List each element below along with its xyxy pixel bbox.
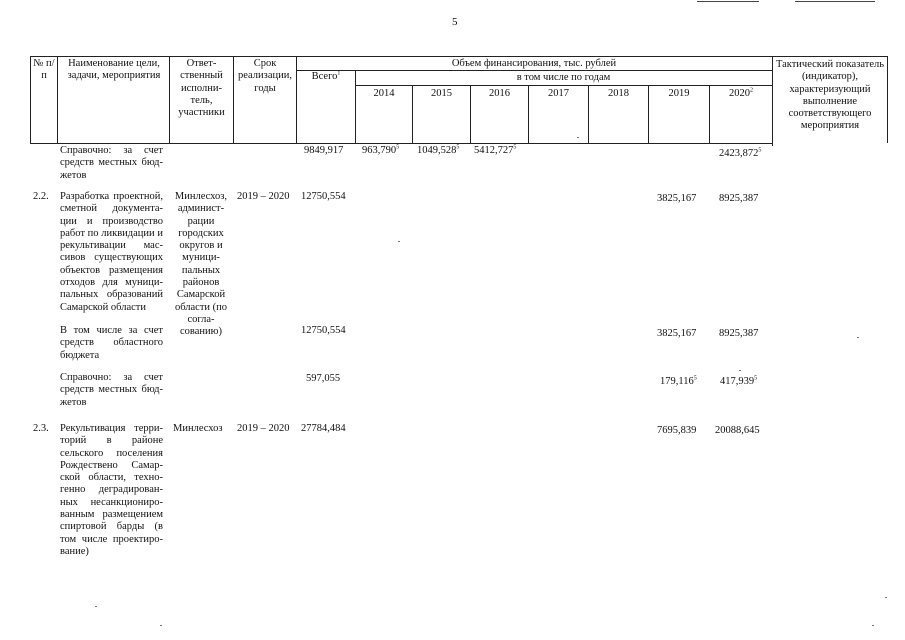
ref-local-2-total: 597,055 [306,373,341,384]
scan-speck [885,597,887,598]
scan-speck [95,606,97,607]
row-2-2-name: Разработка проектной, сметной документа-ции и производство работ по ликвидации и рекультивации мас-сивов существующих объектов размещения отходов для муници-пальных образований Самарской области [60,191,163,313]
header-indicator: Тактический показатель (индикатор), характеризующий выполнение соответствующего мероприятия [775,59,885,132]
header-year-2015: 2015 [431,88,452,99]
top-rule-left [697,1,759,2]
row-2-2-regional-2019: 3825,167 [657,328,697,339]
row-2-2-2020: 8925,387 [719,193,759,204]
row-2-3-2020: 20088,645 [715,425,760,436]
ref-local-2-2020: 417,939$^5$ [720,375,758,387]
row-2-2-term: 2019 – 2020 [237,191,290,202]
header-total: Всего$^1$ [311,70,341,82]
top-rule-right [795,1,875,2]
ref-local-2-name: Справочно: за счет средств местных бюд-жетов [60,372,163,408]
scan-speck [398,241,400,242]
row-2-3-term: 2019 – 2020 [237,423,290,434]
ref-local-1-2015: 1049,528$^5$ [417,144,460,156]
scan-speck [160,625,162,626]
scan-speck [857,337,859,338]
row-2-2-regional-name: В том числе за счет средств областного бюджета [60,325,163,361]
row-2-2-total: 12750,554 [301,191,346,202]
header-year-2016: 2016 [489,88,510,99]
header-by-years: в том числе по годам [516,72,611,83]
header-name: Наименование цели, задачи, мероприятия [67,58,161,82]
ref-local-2-2019: 179,116$^5$ [660,375,697,387]
row-2-3-2019: 7695,839 [657,425,697,436]
row-2-2-regional-2020: 8925,387 [719,328,759,339]
header-year-2019: 2019 [668,88,690,99]
row-2-2-responsible: Минлесхоз, админист-рации городских округов и муници-пальных районов Самарской области (по согла-сованию) [174,191,228,338]
scan-speck [739,370,741,371]
row-2-3-total: 27784,484 [301,423,346,434]
ref-local-1-total: 9849,917 [304,145,344,156]
header-year-2014: 2014 [373,88,395,99]
row-2-2-num: 2.2. [33,191,49,202]
row-2-3-num: 2.3. [33,423,49,434]
header-num: № п/п [33,58,55,82]
scan-speck [872,625,874,626]
header-year-2017: 2017 [548,88,569,99]
scan-speck [577,137,579,138]
page-number: 5 [452,16,458,28]
header-year-2020: 2020$^2$ [729,87,753,99]
header-responsible: Ответ-ственный исполни-тель, участники [178,58,225,119]
ref-local-1-2016: 5412,727$^5$ [474,144,517,156]
row-2-3-responsible: Минлесхоз [173,423,223,434]
header-year-2018: 2018 [608,88,629,99]
header-term: Срок реализации, годы [238,58,292,94]
row-2-2-2019: 3825,167 [657,193,697,204]
ref-local-1-name: Справочно: за счет средств местных бюд-жетов [60,145,163,181]
ref-local-1-2014: 963,790$^5$ [362,144,400,156]
row-2-2-regional-total: 12750,554 [301,325,346,336]
ref-local-1-2020: 2423,872$^5$ [719,147,762,159]
row-2-3-name: Рекультивация терри-торий в районе сельского поселения Рождествено Самар-ской области, техно-генно деградирован-ных несанкциониро-ванным размещением спиртовой барды (в том числе проектиро-вание) [60,423,163,557]
header-funding: Объем финансирования, тыс. рублей [451,58,617,69]
